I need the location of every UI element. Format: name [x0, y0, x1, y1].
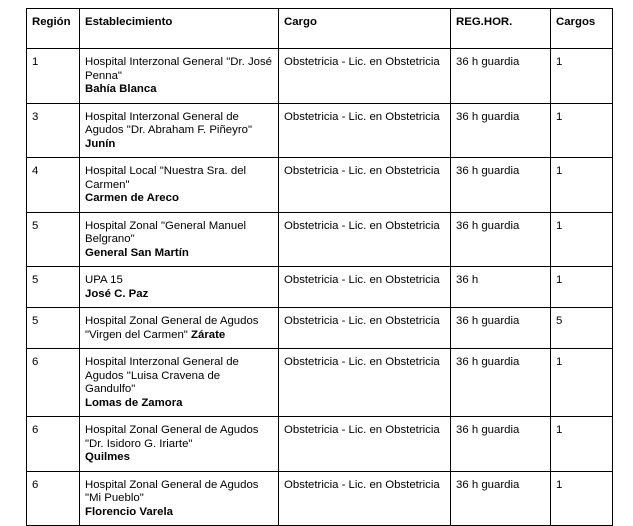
cell-establecimiento: [80, 471, 279, 526]
establecimiento-city: Zárate: [191, 328, 226, 341]
cell-cargos: 1: [551, 158, 613, 213]
table-row: [27, 308, 613, 349]
cell-cargos: 1: [551, 417, 613, 472]
table-row: [27, 212, 613, 267]
header-cargo: Cargo: [279, 9, 451, 49]
cell-region: 6: [27, 471, 80, 526]
cell-region: 4: [27, 158, 80, 213]
cell-region: 6: [27, 349, 80, 417]
table-row: [27, 349, 613, 417]
establecimiento-city: Bahía Blanca: [85, 83, 157, 95]
header-establecimiento: Establecimiento: [80, 9, 279, 49]
establecimiento-city: Lomas de Zamora: [85, 396, 183, 409]
cell-region: 5: [27, 267, 80, 308]
cell-region: 5: [27, 212, 80, 267]
cell-reg-hor: 36 h guardia: [451, 49, 551, 104]
cell-establecimiento: [80, 49, 279, 104]
cell-reg-hor: 36 h guardia: [451, 349, 551, 417]
cell-establecimiento: [80, 349, 279, 417]
cell-establecimiento: [80, 103, 279, 158]
cell-cargos: 1: [551, 103, 613, 158]
cell-establecimiento: [80, 308, 279, 349]
cell-cargos: 1: [551, 267, 613, 308]
header-cargos: Cargos: [551, 9, 613, 49]
cell-cargos: 5: [551, 308, 613, 349]
header-reg-hor: REG.HOR.: [451, 9, 551, 49]
cell-reg-hor: 36 h guardia: [451, 417, 551, 472]
cell-cargo: Obstetricia - Lic. en Obstetricia: [279, 308, 451, 349]
establecimiento-name: Hospital Interzonal General de Agudos "Dr. Abraham F. Piñeyro": [85, 110, 253, 136]
establecimiento-city: Junín: [85, 137, 116, 150]
cell-establecimiento: [80, 417, 279, 472]
cell-reg-hor: 36 h guardia: [451, 308, 551, 349]
establecimiento-city: José C. Paz: [85, 287, 149, 300]
cell-establecimiento: [80, 267, 279, 308]
vacancies-table: [26, 8, 613, 526]
cell-region: 3: [27, 103, 80, 158]
cell-cargos: 1: [551, 49, 613, 104]
cell-cargo: Obstetricia - Lic. en Obstetricia: [279, 471, 451, 526]
cell-reg-hor: 36 h: [451, 267, 551, 308]
cell-cargos: 1: [551, 212, 613, 267]
cell-region: 1: [27, 49, 80, 104]
cell-region: 5: [27, 308, 80, 349]
cell-cargo: Obstetricia - Lic. en Obstetricia: [279, 103, 451, 158]
header-region: Región: [27, 9, 80, 49]
establecimiento-name: Hospital Zonal "General Manuel Belgrano": [85, 219, 247, 245]
table-row: [27, 103, 613, 158]
cell-cargos: 1: [551, 471, 613, 526]
table-row: [27, 267, 613, 308]
cell-cargo: Obstetricia - Lic. en Obstetricia: [279, 158, 451, 213]
establecimiento-name: Hospital Zonal General de Agudos "Dr. Isidoro G. Iriarte": [85, 424, 259, 450]
establecimiento-city: Quilmes: [85, 451, 130, 463]
cell-cargo: Obstetricia - Lic. en Obstetricia: [279, 267, 451, 308]
cell-reg-hor: 36 h guardia: [451, 471, 551, 526]
table-row: [27, 471, 613, 526]
cell-cargo: Obstetricia - Lic. en Obstetricia: [279, 417, 451, 472]
cell-cargos: 1: [551, 349, 613, 417]
cell-reg-hor: 36 h guardia: [451, 103, 551, 158]
cell-cargo: Obstetricia - Lic. en Obstetricia: [279, 212, 451, 267]
establecimiento-name: Hospital Zonal General de Agudos "Virgen del Carmen": [85, 315, 259, 341]
establecimiento-name: Hospital Interzonal General "Dr. José Penna": [85, 56, 273, 82]
establecimiento-name: Hospital Interzonal General de Agudos "Luisa Cravena de Gandulfo": [85, 356, 239, 395]
table-row: [27, 49, 613, 104]
cell-reg-hor: 36 h guardia: [451, 212, 551, 267]
establecimiento-city: General San Martín: [85, 246, 189, 259]
table-row: [27, 158, 613, 213]
cell-region: 6: [27, 417, 80, 472]
cell-cargo: Obstetricia - Lic. en Obstetricia: [279, 349, 451, 417]
cell-reg-hor: 36 h guardia: [451, 158, 551, 213]
establecimiento-city: Carmen de Areco: [85, 192, 179, 204]
establecimiento-name: Hospital Zonal General de Agudos "Mi Pueblo": [85, 478, 259, 504]
establecimiento-city: Florencio Varela: [85, 505, 173, 518]
cell-establecimiento: [80, 212, 279, 267]
establecimiento-name: Hospital Local "Nuestra Sra. del Carmen": [85, 165, 247, 191]
cell-cargo: Obstetricia - Lic. en Obstetricia: [279, 49, 451, 104]
cell-establecimiento: [80, 158, 279, 213]
table-row: [27, 417, 613, 472]
establecimiento-name: UPA 15: [85, 274, 123, 286]
table-header-row: [27, 9, 613, 49]
